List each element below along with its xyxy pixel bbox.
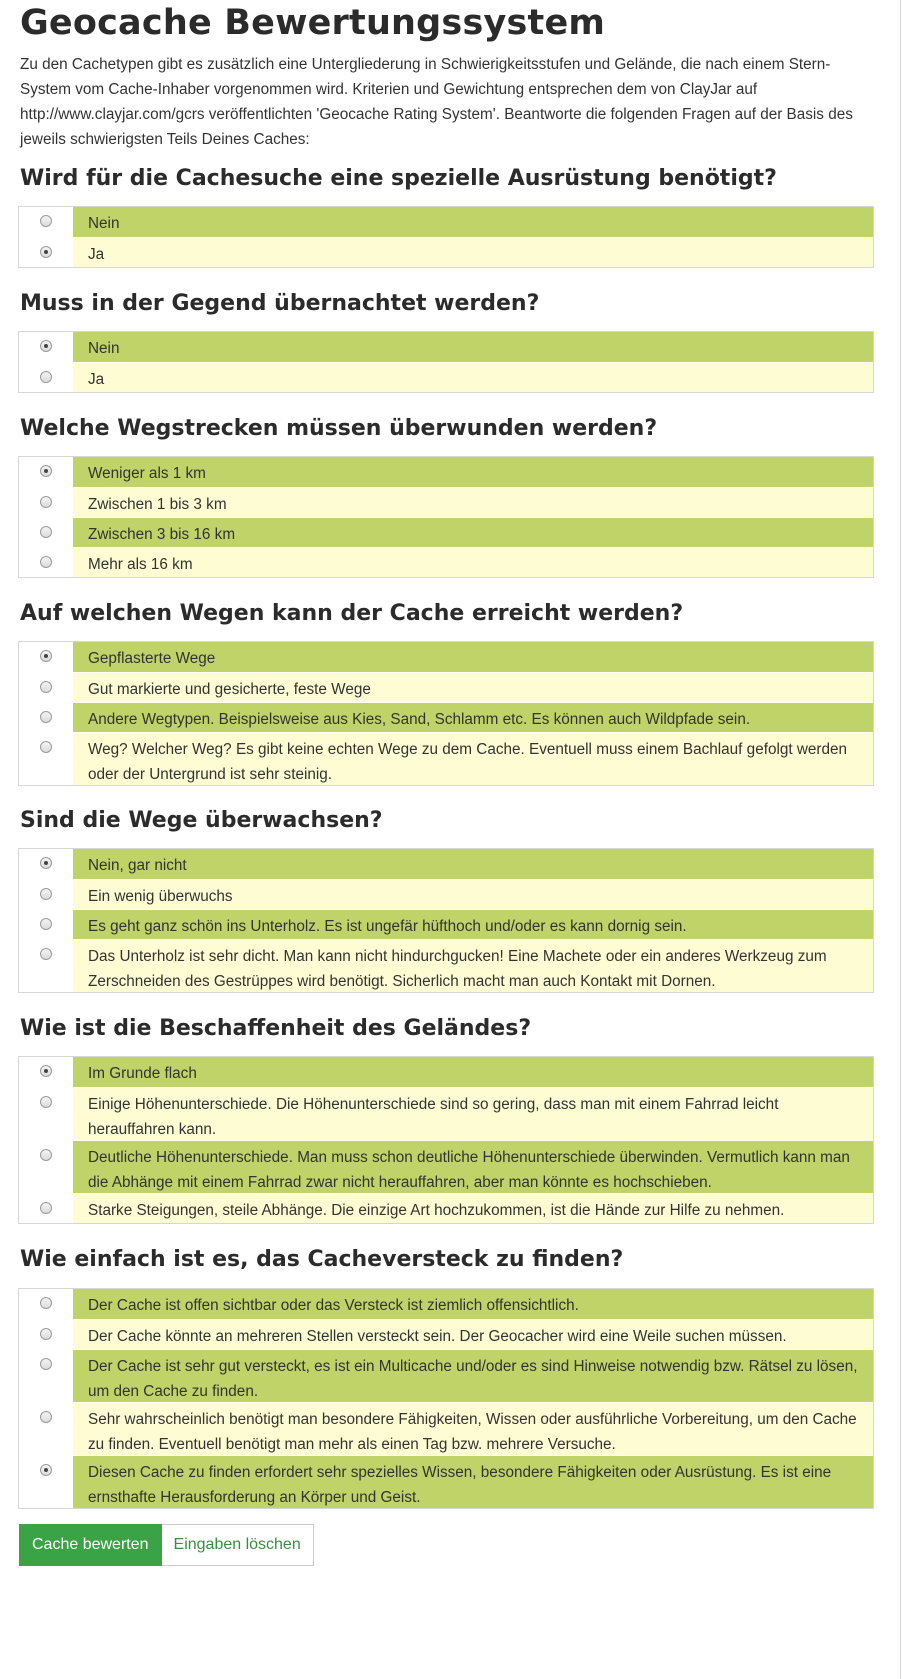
radio-button-checked[interactable] xyxy=(40,857,52,869)
radio-cell xyxy=(19,332,73,362)
radio-cell xyxy=(19,642,73,672)
radio-button-checked[interactable] xyxy=(40,465,52,477)
radio-cell xyxy=(19,1403,73,1455)
radio-cell xyxy=(19,733,73,785)
option-row[interactable] xyxy=(19,1402,873,1455)
option-label: Andere Wegtypen. Beispielsweise aus Kies, Sand, Schlamm etc. Es können auch Wildpfade sein. xyxy=(73,703,873,732)
option-row[interactable] xyxy=(19,1349,873,1402)
radio-button[interactable] xyxy=(40,371,52,383)
option-row[interactable] xyxy=(19,487,873,517)
radio-button[interactable] xyxy=(40,741,52,753)
options-group xyxy=(18,848,874,993)
radio-cell xyxy=(19,703,73,732)
radio-button-checked[interactable] xyxy=(40,340,52,352)
radio-cell xyxy=(19,910,73,939)
option-row[interactable] xyxy=(19,879,873,909)
radio-button[interactable] xyxy=(40,681,52,693)
option-label: Der Cache ist sehr gut versteckt, es ist ein Multicache und/oder es sind Hinweise notwendig bzw. Rätsel zu lösen, um den Cache zu finden. xyxy=(73,1350,873,1402)
radio-cell xyxy=(19,488,73,517)
radio-button[interactable] xyxy=(40,526,52,538)
radio-button[interactable] xyxy=(40,888,52,900)
option-label: Der Cache könnte an mehreren Stellen versteckt sein. Der Geocacher wird eine Weile suchen müssen. xyxy=(73,1320,873,1349)
radio-cell xyxy=(19,1057,73,1087)
option-row[interactable] xyxy=(19,1319,873,1349)
radio-cell xyxy=(19,207,73,237)
rate-cache-button[interactable]: Cache bewerten xyxy=(19,1524,162,1566)
radio-button[interactable] xyxy=(40,215,52,227)
radio-cell xyxy=(19,1141,73,1193)
option-label: Ja xyxy=(73,238,873,267)
radio-button-checked[interactable] xyxy=(40,1065,52,1077)
radio-button[interactable] xyxy=(40,948,52,960)
option-label: Gepflasterte Wege xyxy=(73,642,873,672)
question-heading: Muss in der Gegend übernachtet werden? xyxy=(20,291,540,316)
option-row[interactable] xyxy=(19,1087,873,1140)
option-label: Deutliche Höhenunterschiede. Man muss schon deutliche Höhenunterschiede überwinden. Vermutlich kann man die Abhänge mit einem Fahrrad zwar nicht herauffahren, aber man könnte es hochschieben. xyxy=(73,1141,873,1193)
option-label: Mehr als 16 km xyxy=(73,548,873,577)
option-row[interactable] xyxy=(19,457,873,487)
radio-cell xyxy=(19,1320,73,1349)
option-label: Nein, gar nicht xyxy=(73,849,873,879)
option-row[interactable] xyxy=(19,939,873,992)
option-row[interactable] xyxy=(19,909,873,939)
question-heading: Wird für die Cachesuche eine spezielle Ausrüstung benötigt? xyxy=(20,166,777,191)
radio-button[interactable] xyxy=(40,711,52,723)
radio-button[interactable] xyxy=(40,556,52,568)
option-row[interactable] xyxy=(19,362,873,392)
radio-button[interactable] xyxy=(40,918,52,930)
option-row[interactable] xyxy=(19,1289,873,1319)
option-row[interactable] xyxy=(19,849,873,879)
clear-inputs-button[interactable]: Eingaben löschen xyxy=(162,1524,314,1566)
option-label: Das Unterholz ist sehr dicht. Man kann nicht hindurchgucken! Eine Machete oder ein anderes Werkzeug zum Zerschneiden des Gestrüppes wird benötigt. Sicherlich macht man auch Kontakt mit Dornen. xyxy=(73,940,873,992)
radio-cell xyxy=(19,238,73,267)
option-row[interactable] xyxy=(19,1455,873,1508)
option-label: Gut markierte und gesicherte, feste Wege xyxy=(73,673,873,702)
option-row[interactable] xyxy=(19,672,873,702)
radio-button[interactable] xyxy=(40,1358,52,1370)
question-heading: Wie einfach ist es, das Cacheversteck zu finden? xyxy=(20,1247,624,1272)
radio-cell xyxy=(19,457,73,487)
radio-cell xyxy=(19,1088,73,1140)
radio-cell xyxy=(19,1194,73,1223)
option-label: Weniger als 1 km xyxy=(73,457,873,487)
option-row[interactable] xyxy=(19,1057,873,1087)
option-row[interactable] xyxy=(19,732,873,785)
option-row[interactable] xyxy=(19,332,873,362)
options-group xyxy=(18,206,874,268)
option-label: Nein xyxy=(73,332,873,362)
radio-button[interactable] xyxy=(40,496,52,508)
option-row[interactable] xyxy=(19,702,873,732)
radio-cell xyxy=(19,363,73,392)
option-label: Zwischen 1 bis 3 km xyxy=(73,488,873,517)
radio-button[interactable] xyxy=(40,1328,52,1340)
form-buttons xyxy=(19,1524,314,1566)
option-label: Im Grunde flach xyxy=(73,1057,873,1087)
option-label: Der Cache ist offen sichtbar oder das Versteck ist ziemlich offensichtlich. xyxy=(73,1289,873,1319)
question-heading: Auf welchen Wegen kann der Cache erreicht werden? xyxy=(20,601,684,626)
option-label: Sehr wahrscheinlich benötigt man besondere Fähigkeiten, Wissen oder ausführliche Vorbereitung, um den Cache zu finden. Eventuell benötigt man mehr als einen Tag bzw. mehrere Versuche. xyxy=(73,1403,873,1455)
option-label: Ja xyxy=(73,363,873,392)
options-group xyxy=(18,1288,874,1509)
option-label: Starke Steigungen, steile Abhänge. Die einzige Art hochzukommen, ist die Hände zur Hilfe zu nehmen. xyxy=(73,1194,873,1223)
radio-button[interactable] xyxy=(40,1411,52,1423)
option-row[interactable] xyxy=(19,1140,873,1193)
option-label: Zwischen 3 bis 16 km xyxy=(73,518,873,547)
option-row[interactable] xyxy=(19,237,873,267)
option-row[interactable] xyxy=(19,642,873,672)
page-right-border xyxy=(900,0,901,1679)
option-row[interactable] xyxy=(19,547,873,577)
intro-text: Zu den Cachetypen gibt es zusätzlich eine Untergliederung in Schwierigkeitsstufen und Gelände, die nach einem Stern-System vom Cache-Inhaber vorgenommen wird. Kriterien und Gewichtung entsprechen dem von ClayJar auf http://www.clayjar.com/gcrs veröffentlichten 'Geocache Rating System'. Beantworte die folgenden Fragen auf der Basis des jeweils schwierigsten Teils Deines Caches: xyxy=(20,56,853,148)
radio-cell xyxy=(19,548,73,577)
options-group xyxy=(18,456,874,578)
radio-cell xyxy=(19,518,73,547)
radio-button[interactable] xyxy=(40,1149,52,1161)
radio-button-checked[interactable] xyxy=(40,650,52,662)
page-title: Geocache Bewertungssystem xyxy=(20,3,606,43)
question-heading: Welche Wegstrecken müssen überwunden werden? xyxy=(20,416,658,441)
radio-button[interactable] xyxy=(40,1202,52,1214)
question-heading: Wie ist die Beschaffenheit des Geländes? xyxy=(20,1016,532,1041)
option-row[interactable] xyxy=(19,517,873,547)
radio-button[interactable] xyxy=(40,1297,52,1309)
option-label: Es geht ganz schön ins Unterholz. Es ist ungefär hüfthoch und/oder es kann dornig sein. xyxy=(73,910,873,939)
option-label: Einige Höhenunterschiede. Die Höhenunterschiede sind so gering, dass man mit einem Fahrrad leicht herauffahren kann. xyxy=(73,1088,873,1140)
option-label: Ein wenig überwuchs xyxy=(73,880,873,909)
radio-cell xyxy=(19,1289,73,1319)
rating-page xyxy=(20,0,876,1506)
question-heading: Sind die Wege überwachsen? xyxy=(20,808,383,833)
radio-button-checked[interactable] xyxy=(40,246,52,258)
option-label: Weg? Welcher Weg? Es gibt keine echten Wege zu dem Cache. Eventuell muss einem Bachlauf gefolgt werden oder der Untergrund ist sehr steinig. xyxy=(73,733,873,785)
radio-cell xyxy=(19,1350,73,1402)
option-label: Diesen Cache zu finden erfordert sehr spezielles Wissen, besondere Fähigkeiten oder Ausrüstung. Es ist eine ernsthafte Herausforderung an Körper und Geist. xyxy=(73,1456,873,1508)
radio-cell xyxy=(19,880,73,909)
options-group xyxy=(18,1056,874,1224)
radio-cell xyxy=(19,849,73,879)
option-label: Nein xyxy=(73,207,873,237)
radio-button-checked[interactable] xyxy=(40,1464,52,1476)
options-group xyxy=(18,641,874,786)
radio-cell xyxy=(19,673,73,702)
radio-cell xyxy=(19,1456,73,1508)
options-group xyxy=(18,331,874,393)
option-row[interactable] xyxy=(19,207,873,237)
radio-button[interactable] xyxy=(40,1096,52,1108)
radio-cell xyxy=(19,940,73,992)
option-row[interactable] xyxy=(19,1193,873,1223)
